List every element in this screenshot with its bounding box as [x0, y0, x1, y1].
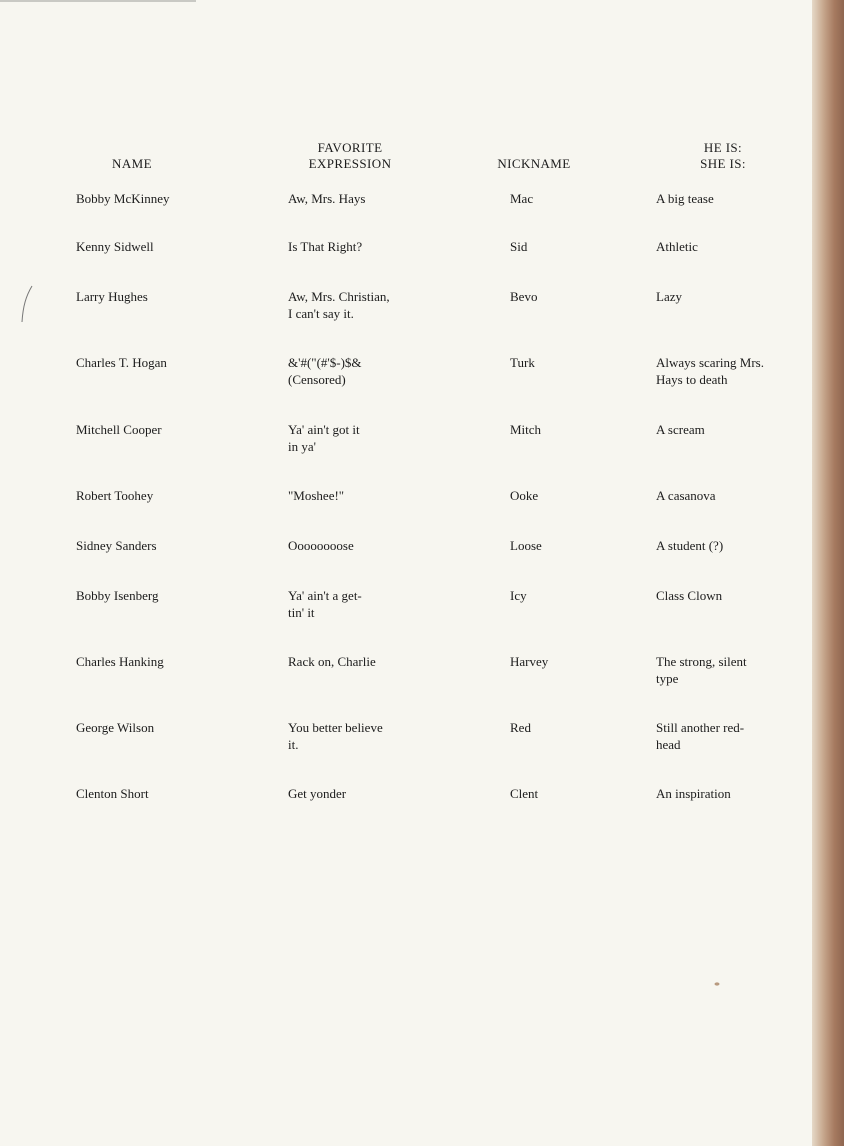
- cell-he-she-is: The strong, silent type: [656, 654, 747, 686]
- table-row: [0, 487, 812, 527]
- cell-expression: "Moshee!": [288, 488, 345, 503]
- cell-expression: You better believe it.: [288, 720, 383, 752]
- cell-nickname: Harvey: [510, 654, 549, 669]
- page-speck: [714, 982, 720, 986]
- cell-nickname: Sid: [510, 239, 528, 254]
- cell-nickname: Icy: [510, 588, 527, 603]
- cell-expression: Is That Right?: [288, 239, 363, 254]
- cell-name: Sidney Sanders: [76, 538, 157, 553]
- cell-he-she-is: A scream: [656, 422, 705, 437]
- cell-name: Robert Toohey: [76, 488, 154, 503]
- table-row: [0, 288, 812, 328]
- cell-nickname: Turk: [510, 355, 535, 370]
- header-expression: [290, 140, 410, 172]
- cell-expression: Get yonder: [288, 786, 347, 801]
- cell-nickname: Mac: [510, 191, 534, 206]
- table-row: [0, 238, 812, 278]
- header-name-label: NAME: [112, 156, 152, 171]
- table-row: [0, 719, 812, 759]
- cell-nickname: Loose: [510, 538, 542, 553]
- cell-name: Charles T. Hogan: [76, 355, 167, 370]
- cell-expression: Ya' ain't got it in ya': [288, 422, 360, 454]
- cell-name: Larry Hughes: [76, 289, 148, 304]
- table-row: [0, 653, 812, 693]
- cell-expression: Oooooooose: [288, 538, 354, 553]
- cell-nickname: Red: [510, 720, 531, 735]
- cell-he-she-is: Athletic: [656, 239, 698, 254]
- cell-he-she-is: Always scaring Mrs. Hays to death: [656, 355, 764, 387]
- cell-he-she-is: Class Clown: [656, 588, 723, 603]
- table-row: [0, 587, 812, 627]
- cell-expression: Aw, Mrs. Christian, I can't say it.: [288, 289, 390, 321]
- cell-nickname: Bevo: [510, 289, 538, 304]
- cell-he-she-is: Still another red- head: [656, 720, 745, 752]
- header-nickname: [484, 156, 584, 172]
- header-is-line2: SHE IS:: [700, 156, 746, 171]
- header-is-line1: HE IS:: [703, 140, 743, 155]
- cell-he-she-is: A student (?): [656, 538, 724, 553]
- cell-name: Charles Hanking: [76, 654, 164, 669]
- table-row: [0, 785, 812, 825]
- cell-name: Mitchell Cooper: [76, 422, 162, 437]
- table-row: [0, 190, 812, 230]
- cell-nickname: Ooke: [510, 488, 539, 503]
- table-row: [0, 354, 812, 394]
- cell-he-she-is: Lazy: [656, 289, 682, 304]
- cell-name: Kenny Sidwell: [76, 239, 154, 254]
- cell-expression: Ya' ain't a get- tin' it: [288, 588, 362, 620]
- cell-name: Bobby Isenberg: [76, 588, 159, 603]
- table-row: [0, 537, 812, 577]
- cell-expression: &'#("(#'$-)$& (Censored): [288, 355, 362, 387]
- cell-he-she-is: A casanova: [656, 488, 716, 503]
- header-expression-line2: EXPRESSION: [308, 156, 392, 171]
- cell-he-she-is: A big tease: [656, 191, 714, 206]
- cell-expression: Rack on, Charlie: [288, 654, 376, 669]
- cell-nickname: Clent: [510, 786, 539, 801]
- cell-nickname: Mitch: [510, 422, 542, 437]
- cell-he-she-is: An inspiration: [656, 786, 731, 801]
- cell-name: Bobby McKinney: [76, 191, 170, 206]
- cell-name: Clenton Short: [76, 786, 149, 801]
- cell-expression: Aw, Mrs. Hays: [288, 191, 366, 206]
- header-expression-line1: FAVORITE: [317, 140, 383, 155]
- table-row: [0, 421, 812, 461]
- header-name: [100, 156, 164, 172]
- binding-edge: [812, 0, 844, 1146]
- header-he-she-is: [668, 140, 778, 172]
- top-rule: [0, 0, 196, 2]
- header-nickname-label: NICKNAME: [497, 156, 571, 171]
- cell-name: George Wilson: [76, 720, 155, 735]
